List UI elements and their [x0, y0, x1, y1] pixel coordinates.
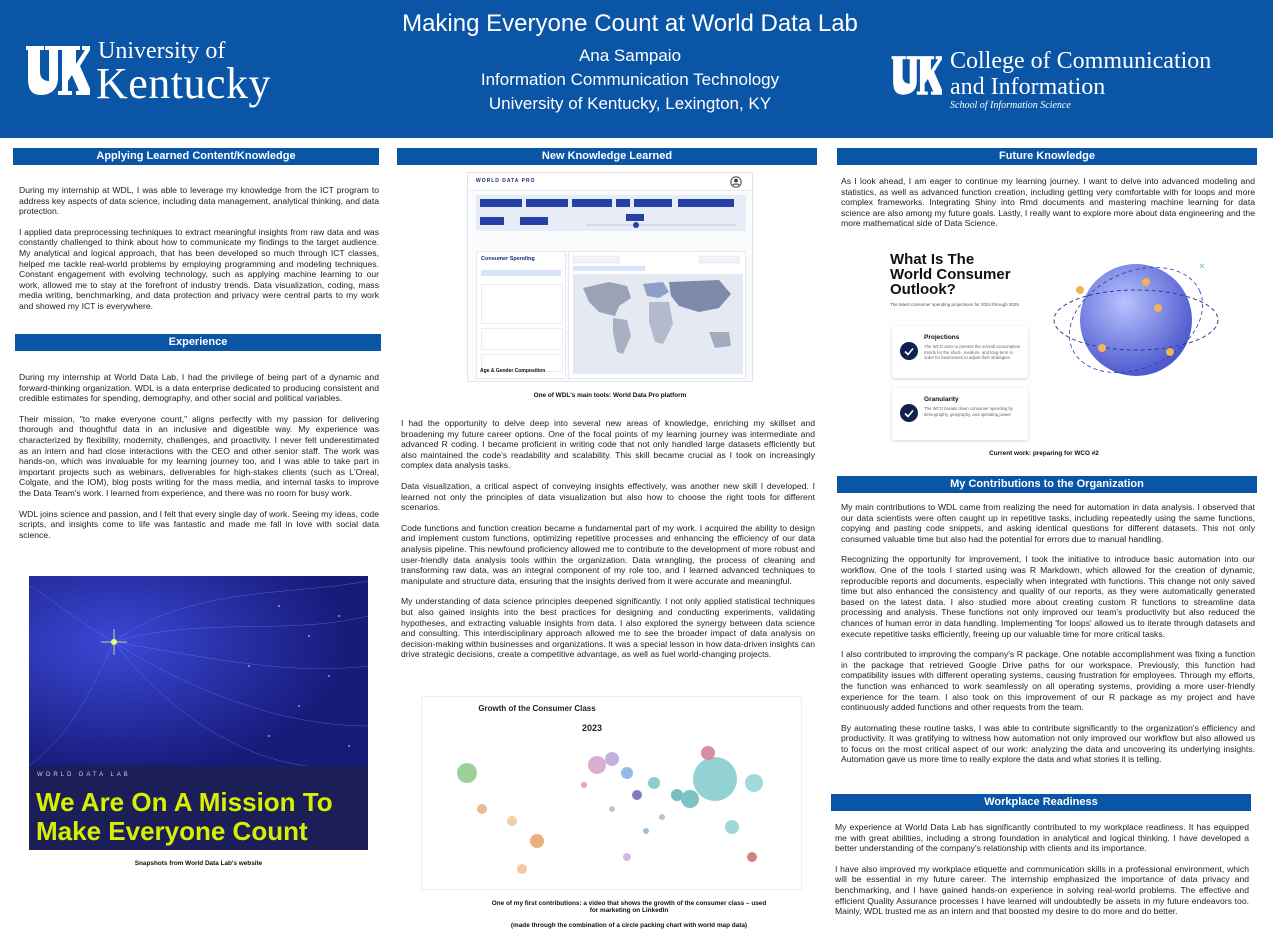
wco-infographic — [884, 240, 1224, 446]
experience-paragraph: WDL joins science and passion, and I felt that every single day of work. Seeing my ideas, code scripts, and insights come to life was fantastic and made me fall in love with social data science. — [19, 508, 379, 540]
contributions-paragraph: I also contributed to improving the company's R package. One notable accomplishment was fixing a function in the package that retrieved Google Drive paths for our workspace. Previously, this function had compatibility issues with different operating systems, causing frustration for employees. Through my efforts, the function was enhanced to work seamlessly on all operating systems, providing a more user-friendly experience for the team. I also took on this improvement of our R package as my project and have continuously added functions and other requests from the team. — [841, 649, 1255, 713]
applying-paragraph: During my internship at WDL, I was able to leverage my knowledge from the ICT program to address key aspects of data science, including data management, analytical thinking, and data protection. — [19, 185, 379, 217]
new-knowledge-text — [401, 418, 815, 670]
consumer-class-year: 2023 — [582, 723, 603, 733]
dash-filter — [480, 199, 522, 207]
dash-stat-box — [481, 284, 563, 324]
dash-caption: One of WDL's main tools: World Data Pro platform — [533, 392, 687, 399]
dash-topbar — [468, 173, 753, 191]
contributions-paragraph: By automating these routine tasks, I was able to contribute significantly to the organization's efficiency and productivity. It was gratifying to witness how automation not only improved our workflow but also allowed us to focus on the most critical aspect of our work: analyzing the data and uncovering its underlying insights. Automation gave us more time to really explore the data and what stories it is telling. — [841, 722, 1255, 765]
wco-title-line: Outlook? — [890, 281, 956, 298]
poster-title: Making Everyone Count at World Data Lab — [402, 10, 858, 37]
dash-world-map-icon — [569, 252, 747, 380]
wco-card-title: Granularity — [924, 396, 959, 403]
poster-header — [0, 0, 1273, 138]
workplace-paragraph: My experience at World Data Lab has significantly contributed to my workplace readiness. It has equipped me with great abilities, including a strong foundation in analytical and logical thinking. I have developed a better understanding of the company's relationship with clients and its importance. — [835, 822, 1249, 854]
experience-text — [19, 372, 379, 550]
user-icon — [730, 176, 742, 188]
wdl-slogan — [36, 788, 333, 846]
experience-paragraph: During my internship at World Data Lab, I had the privilege of being part of a dynamic and forward-thinking organization. WDL is a data enterprise dedicated to producing consistent and credible estimates for spending, demography, and other social and political variables. — [19, 372, 379, 404]
uk-logo-mark-icon — [24, 42, 90, 98]
contributions-text — [841, 502, 1255, 775]
cci-logo-line1: College of Communication — [950, 48, 1212, 74]
cci-logo — [890, 48, 1260, 118]
future-paragraph: As I look ahead, I am eager to continue my learning journey. I want to delve into advanced modeling and statistics, as well as advanced function creation, including getting very comfortable with for loops and more complex frameworks. Integrating Shiny into Rmd documents and mastering machine learning for data science are also among my future goals. Lastly, I really want to explore more about data engineering and the more mathematical side of Data Science. — [841, 176, 1255, 229]
program-name: Information Communication Technology — [480, 70, 780, 89]
dash-filter — [634, 199, 672, 207]
network-graphic-icon — [29, 576, 368, 768]
cci-logo-line2: and Information — [950, 74, 1106, 100]
contributions-paragraph: My main contributions to WDL came from realizing the need for automation in data analysis. I observed that our data scientists were often caught up in repetitive tasks, including repeatedly using the same functions, copying and pasting code snippets, and asking identical questions for different datasets. This not only consumed valuable time but also had the potential for errors due to manual handling. — [841, 502, 1255, 544]
new-knowledge-paragraph: I had the opportunity to delve deep into several new areas of knowledge, enriching my skillset and broadening my future career options. One of the focal points of my learning journey was intermediate and advanced R coding. I became proficient in writing code that not only handled large datasets efficiently but also maintained the code's readability and scalability. This skill became crucial as I took on increasingly complex data analysis tasks. — [401, 418, 815, 471]
experience-paragraph: Their mission, "to make everyone count," aligns perfectly with my passion for delivering thorough and thoughtful data in an inclusive and digestible way. My experience was characterized by flexibility, modernity, challenges, and proactivity. I never felt underestimated as an intern and had close interactions with the CEO and other senior staff. The work was hands-on, which was invaluable for my learning journey too, and I was able to take part in important projects such as webinars, deliverables for high-stakes clients (such as L'Oreal, Colgate, and the IOM), blog posts writing for the mass media, and internal tasks to improve the Data Team's work. I learned from experience, and there was no room for busy work. — [19, 413, 379, 498]
section-heading-workplace: Workplace Readiness — [831, 794, 1251, 811]
dash-filter — [678, 199, 734, 207]
wdl-brand: WORLD DATA LAB — [37, 772, 131, 778]
cci-logo-line3: School of Information Science — [950, 100, 1071, 111]
dash-consumer-spending-panel — [476, 251, 566, 379]
uk-logo-line2: Kentucky — [96, 59, 272, 108]
author-name: Ana Sampaio — [578, 46, 682, 65]
consumer-class-caption-note: (made through the combination of a circle packing chart with world map data) — [510, 922, 748, 929]
workplace-text — [835, 822, 1249, 927]
location: University of Kentucky, Lexington, KY — [488, 94, 772, 113]
future-text — [841, 176, 1255, 239]
section-heading-applying: Applying Learned Content/Knowledge — [13, 148, 379, 165]
dash-tag-row — [481, 270, 561, 276]
dash-filter — [526, 199, 568, 207]
wco-caption: Current work: preparing for WCO #2 — [989, 450, 1099, 457]
consumer-class-caption: One of my first contributions: a video that shows the growth of the consumer class – used for marketing on LinkedIn — [491, 900, 767, 914]
cci-logo-mark-icon — [890, 52, 942, 98]
workplace-paragraph: I have also improved my workplace etiquette and communication skills in a professional environment, which will be essential in my future career. The internship emphasized the importance of data privacy and benchmarking, and I have gained hands-on experience in solving real-world problems. The effective and efficient Quality Assurance processes I have learned will undoubtedly be assets in my future endeavors too. Mainly, WDL trusted me as an intern and that boosted my desire to do more and do better. — [835, 863, 1249, 917]
dash-age-gender-label: Age & Gender Composition — [480, 368, 546, 374]
section-heading-experience: Experience — [15, 334, 381, 351]
dash-logo: WORLD DATA PRO — [476, 178, 536, 184]
wdl-snapshot-caption: Snapshots from World Data Lab's website — [134, 860, 263, 867]
wdl-slogan-line: We Are On A Mission To — [36, 787, 333, 817]
dash-year-slider-icon — [476, 213, 746, 243]
wco-card-projections — [892, 326, 1028, 378]
section-heading-future: Future Knowledge — [837, 148, 1257, 165]
wco-title-line: What Is The — [890, 251, 975, 268]
dash-map-panel — [568, 251, 746, 379]
wco-title-line: World Consumer — [890, 266, 1011, 283]
section-heading-new-knowledge: New Knowledge Learned — [397, 148, 817, 165]
contributions-paragraph: Recognizing the opportunity for improvement, I took the initiative to introduce basic automation into our workflow. One of the tools I started using was R Markdown, which allowed for the creation of dynamic, reproducible reports and documents, especially when integrated with functions. This change not only saved time but also enhanced the consistency and quality of our reports, as they were automatically generated based on the latest data. I also studied more about creating custom R functions to streamline data processing and analysis. These functions not only improved our team's productivity but also reduced the chances of human error in data handling. Implementing 'for loops' allowed us to iterate through datasets and execute repetitive tasks efficiently, freeing up our valuable time for more critical tasks. — [841, 554, 1255, 639]
wco-card-desc: The WCO aims to present the overall consumption trends for the short-, medium- and long-term in order for businesses to adjust their strategies — [924, 344, 1021, 360]
section-heading-contributions: My Contributions to the Organization — [837, 476, 1257, 493]
dash-filter — [572, 199, 612, 207]
wdl-website-snapshot — [29, 576, 368, 850]
dash-filter — [616, 199, 630, 207]
consumer-class-graphic — [421, 696, 802, 890]
new-knowledge-paragraph: My understanding of data science principles deepened significantly. I not only applied statistical techniques but also gained insights into the best practices for designing and conducting experiments, validating hypotheses, and extracting valuable insights from data. I also explored the synergy between data science and consulting. This interdisciplinary approach allowed me to see the broader impact of data analysis on decision-making within businesses and organizations. It was a special lesson in how data-driven insights can drive strategic decisions, create a competitive advantage, as well as fuel world-changing projects. — [401, 596, 815, 660]
world-data-pro-screenshot — [467, 172, 753, 382]
wco-card-title: Projections — [924, 334, 960, 341]
globe-icon — [1050, 254, 1220, 384]
applying-paragraph: I applied data preprocessing techniques to extract meaningful insights from raw data and was constantly challenged to think about how to communicate my findings to the target audience. My analytical and logical approach, that has been developed so much through ICT classes, helped me tackle real-world problems by employing programming and modeling techniques. Constant engagement with evolving technology, such as applying machine learning to our work, allowed me to stay at the forefront of industry trends. Data visualization, coding, mass media writing, benchmarking, and data protection and privacy were central parts to my work and showed my ICT is everywhere. — [19, 226, 379, 311]
wdl-slogan-line: Make Everyone Count — [36, 816, 308, 846]
wco-card-desc: The WCO breaks down consumer spending by demography, geography, and spending power — [924, 406, 1014, 417]
dash-stat-box — [481, 328, 563, 350]
wco-title — [890, 252, 1011, 297]
new-knowledge-paragraph: Data visualization, a critical aspect of conveying insights effectively, was another new skill I developed. I learned not only the principles of data visualization but also how to choose the right tools for different scenarios. — [401, 480, 815, 513]
check-icon — [900, 342, 918, 360]
uk-logo — [24, 38, 284, 106]
circle-packing-map-icon — [422, 737, 803, 887]
applying-text — [19, 185, 379, 322]
check-icon — [900, 404, 918, 422]
consumer-class-title: Growth of the Consumer Class — [478, 704, 596, 713]
wco-card-granularity — [892, 388, 1028, 440]
uk-logo-line1: University of — [98, 38, 226, 64]
wco-subtitle: The latest consumer spending projections for 2024 through 2025. — [890, 302, 1021, 307]
title-block — [330, 10, 930, 116]
new-knowledge-paragraph: Code functions and function creation became a fundamental part of my work. I acquired the ability to design and implement custom functions, optimizing repetitive processes and enhancing the efficiency of our data analysis pipeline. This newfound proficiency allowed me to contribute to the development of more robust and user-friendly data analysis tools within the organization. Data wrangling, the process of cleaning and transforming raw data, was an integral component of my role too, and I learned advanced techniques to manipulate and structure data, ensuring that the insights derived from it were accurate and meaningful. — [401, 522, 815, 586]
dash-panel-title: Consumer Spending — [481, 256, 535, 262]
